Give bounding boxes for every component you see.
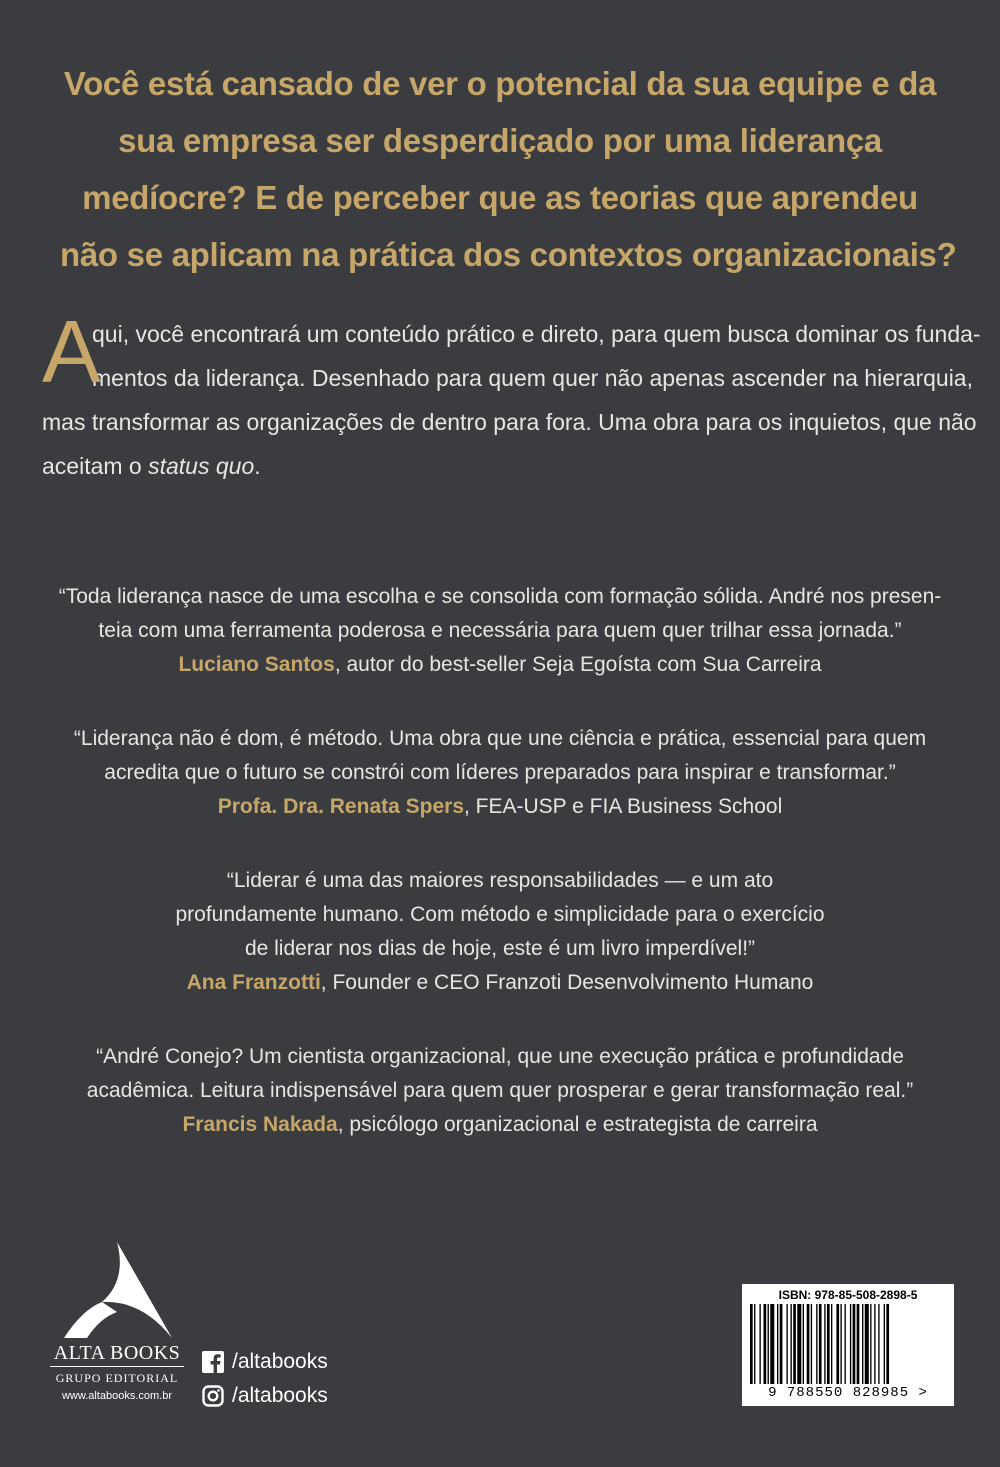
facebook-handle: /altabooks — [232, 1350, 328, 1373]
barcode-bar — [803, 1304, 804, 1384]
drop-cap: A — [42, 302, 101, 401]
instagram-icon — [202, 1385, 224, 1407]
barcode-bar — [870, 1304, 871, 1384]
facebook-icon — [202, 1351, 224, 1373]
testimonial-author: Francis Nakada — [182, 1113, 338, 1136]
testimonial — [40, 864, 960, 1000]
intro-line: qui, você encontrará um conteúdo prático e direto, para quem busca dominar os funda- — [92, 321, 981, 347]
testimonial-line: acredita que o futuro se constrói com líderes preparados para inspirar e transformar.” — [104, 761, 896, 784]
barcode-bar — [811, 1304, 812, 1384]
barcode-bar — [836, 1304, 839, 1384]
barcode-bar — [768, 1304, 769, 1384]
intro-text: aceitam o — [42, 453, 149, 479]
testimonial-attribution — [40, 790, 960, 824]
testimonial-role: , psicólogo organizacional e estrategista de carreira — [337, 1113, 818, 1136]
testimonial-author: Luciano Santos — [178, 653, 335, 676]
publisher-subtitle: GRUPO EDITORIAL — [55, 1371, 179, 1385]
headline-line: medíocre? E de perceber que as teorias que aprendeu — [82, 179, 918, 216]
barcode-bar — [750, 1304, 753, 1384]
barcode-bar — [827, 1304, 830, 1384]
testimonial-line: de liderar nos dias de hoje, este é um livro imperdível!” — [244, 937, 756, 960]
barcode-bar — [840, 1304, 841, 1384]
isbn-barcode-box — [742, 1284, 954, 1406]
headline-line: Você está cansado de ver o potencial da sua equipe e da — [63, 65, 937, 102]
headline-line: sua empresa ser desperdiçado por uma liderança — [118, 122, 882, 159]
testimonial-role: , autor do best-seller Seja Egoísta com Sua Carreira — [334, 653, 822, 676]
headline-line: não se aplicam na prática dos contextos organizacionais? — [60, 236, 957, 273]
publisher-logo — [42, 1240, 192, 1430]
barcode-bar — [764, 1304, 767, 1384]
testimonial — [40, 1040, 960, 1142]
testimonial-attribution — [40, 648, 960, 682]
social-links — [202, 1345, 328, 1413]
barcode-bar — [850, 1304, 851, 1384]
isbn-digits: 9 788550 828985 > — [768, 1385, 928, 1401]
barcode-bar — [770, 1304, 774, 1384]
barcode-bar — [797, 1304, 801, 1384]
testimonial-attribution — [40, 1108, 960, 1142]
barcode-bar — [786, 1304, 787, 1384]
testimonial-author: Ana Franzotti — [186, 971, 321, 994]
testimonial-line: “Toda liderança nasce de uma escolha e se consolida com formação sólida. André nos presen- — [58, 585, 942, 608]
barcode-bar — [759, 1304, 760, 1384]
barcode-bar — [886, 1304, 889, 1384]
barcode-bar — [853, 1304, 856, 1384]
testimonials — [40, 580, 960, 1182]
intro-italic-text: status quo — [148, 453, 255, 479]
barcode-bar — [807, 1304, 810, 1384]
testimonial-line: profundamente humano. Com método e simplicidade para o exercício — [175, 903, 825, 926]
headline — [60, 55, 957, 283]
barcode-bar — [754, 1304, 755, 1384]
barcode-bar — [865, 1304, 869, 1384]
instagram-handle: /altabooks — [232, 1384, 328, 1407]
intro-text: . — [254, 453, 261, 479]
intro-line: mas transformar as organizações de dentro para fora. Uma obra para os inquietos, que não — [42, 409, 977, 435]
barcode-bar — [831, 1304, 832, 1384]
intro-line — [42, 444, 952, 488]
testimonial-role: , Founder e CEO Franzoti Desenvolvimento Humano — [320, 971, 814, 994]
barcode-bar — [884, 1304, 885, 1384]
testimonial-author: Profa. Dra. Renata Spers — [217, 795, 464, 818]
intro-paragraph — [42, 302, 981, 488]
testimonial-line: teia com uma ferramenta poderosa e necessária para quem quer trilhar essa jornada.” — [98, 619, 902, 642]
testimonial — [40, 722, 960, 824]
testimonial — [40, 580, 960, 682]
testimonial-attribution — [40, 966, 960, 1000]
barcode-bar — [780, 1304, 783, 1384]
isbn-label: ISBN: 978-85-508-2898-5 — [778, 1288, 918, 1302]
barcode-bar — [793, 1304, 796, 1384]
barcode-bar — [878, 1304, 879, 1384]
barcode-bar — [816, 1304, 817, 1384]
barcode-bar — [824, 1304, 825, 1384]
barcode-bar — [862, 1304, 863, 1384]
testimonial-role: , FEA-USP e FIA Business School — [464, 795, 783, 818]
barcode — [748, 1304, 948, 1384]
testimonial-line: “Liderar é uma das maiores responsabilidades — e um ato — [226, 869, 774, 892]
publisher-name: ALTA BOOKS — [53, 1342, 181, 1364]
facebook-link[interactable] — [202, 1345, 328, 1379]
instagram-link[interactable] — [202, 1379, 328, 1413]
publisher-url[interactable]: www.altabooks.com.br — [61, 1390, 173, 1402]
testimonial-line: “André Conejo? Um cientista organizacional, que une execução prática e profundidade — [96, 1045, 904, 1068]
testimonial-line: acadêmica. Leitura indispensável para quem quer prosperar e gerar transformação real.” — [86, 1079, 914, 1102]
barcode-bar — [857, 1304, 860, 1384]
barcode-bar — [845, 1304, 846, 1384]
testimonial-line: “Liderança não é dom, é método. Uma obra que une ciência e prática, essencial para quem — [73, 727, 927, 750]
barcode-bar — [819, 1304, 822, 1384]
publisher-logo-icon — [42, 1240, 192, 1340]
barcode-bar — [777, 1304, 778, 1384]
barcode-bar — [874, 1304, 875, 1384]
barcode-bar — [791, 1304, 792, 1384]
logo-divider — [50, 1366, 184, 1367]
intro-line: mentos da liderança. Desenhado para quem quer não apenas ascender na hierarquia, — [92, 365, 973, 391]
